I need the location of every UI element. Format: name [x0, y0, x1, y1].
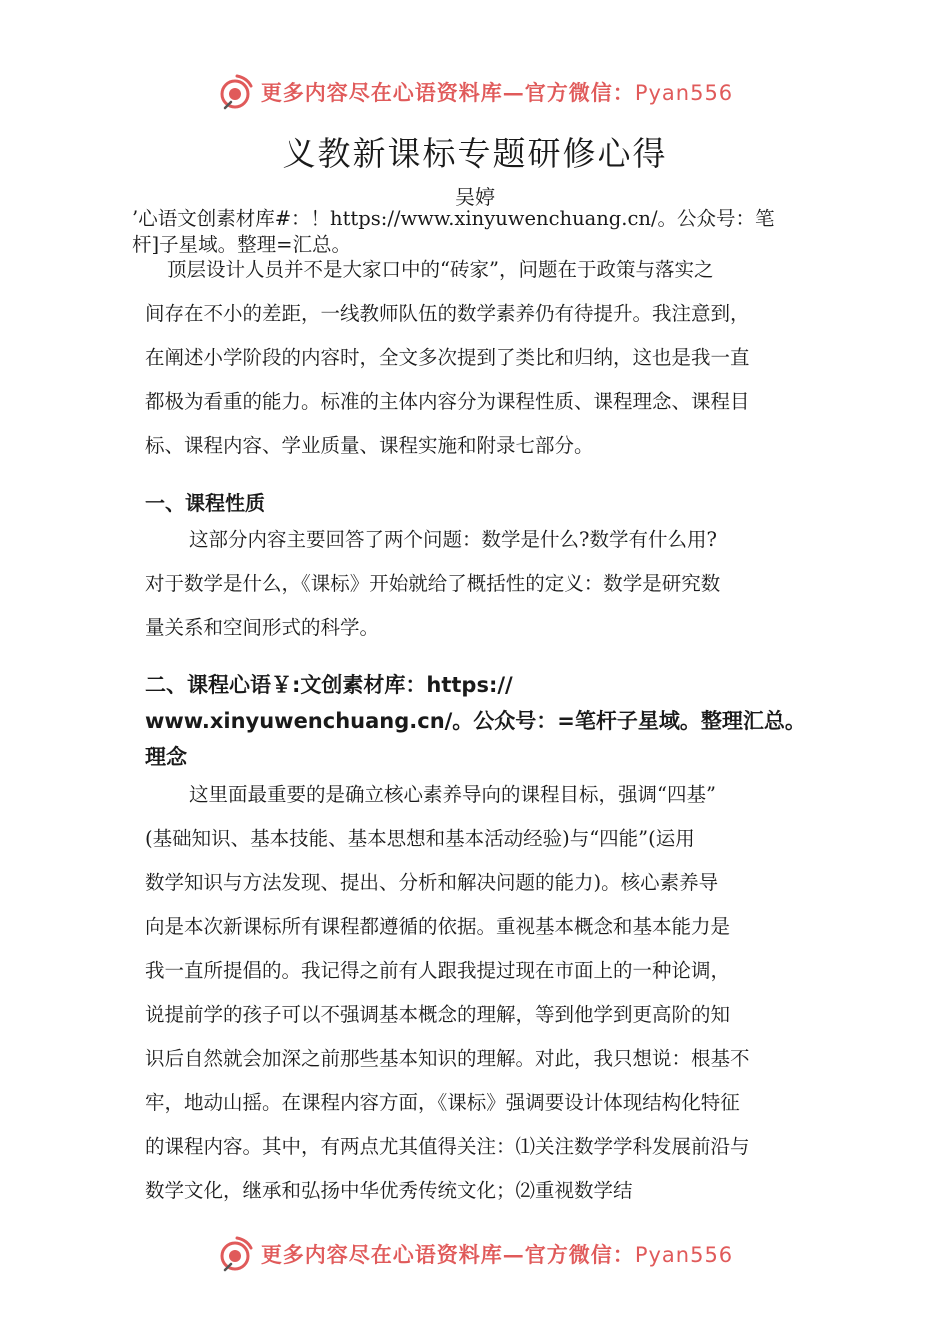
text-line: 间存在不小的差距，一线教师队伍的数学素养仍有待提升。我注意到，: [145, 302, 750, 325]
text-line: 的课程内容。其中，有两点尤其值得关注：⑴关注数学学科发展前沿与: [145, 1135, 750, 1158]
heading-line: 理念: [145, 745, 187, 769]
text-line: 在阐述小学阶段的内容时，全文多次提到了类比和归纳，这也是我一直: [145, 346, 750, 369]
text-line: 这部分内容主要回答了两个问题：数学是什么?数学有什么用?: [189, 528, 717, 551]
banner-text: [261, 77, 733, 107]
section-2-paragraph: [145, 773, 825, 1213]
banner-slogan: 更多内容尽在心语资料库—官方微信：: [260, 80, 635, 105]
text-line: 向是本次新课标所有课程都遵循的依据。重视基本概念和基本能力是: [145, 915, 731, 938]
source-line: 杆]子星域。整理=汇总。: [132, 233, 351, 256]
brand-logo-icon: [217, 1234, 257, 1274]
text-line: 都极为看重的能力。标准的主体内容分为课程性质、课程理念、课程目: [145, 390, 750, 413]
text-line: 顶层设计人员并不是大家口中的“砖家”，问题在于政策与落实之: [167, 258, 714, 281]
heading-line: 二、课程心语￥:文创素材库：https://: [145, 673, 513, 697]
text-line: 数学知识与方法发现、提出、分析和解决问题的能力)。核心素养导: [145, 871, 719, 894]
section-1-paragraph: [145, 518, 825, 650]
text-line: 牢，地动山摇。在课程内容方面，《课标》强调要设计体现结构化特征: [145, 1091, 740, 1114]
heading-line: www.xinyuwenchuang.cn/。公众号：=笔杆子星域。整理汇总。: [145, 709, 806, 733]
banner-wechat-id: Pyan556: [634, 81, 734, 105]
banner-slogan: 更多内容尽在心语资料库—官方微信：: [260, 1242, 635, 1267]
text-line: (基础知识、基本技能、基本思想和基本活动经验)与“四能”(运用: [145, 827, 695, 850]
header-banner: [0, 72, 950, 112]
section-heading-2: [145, 667, 845, 775]
text-line: 识后自然就会加深之前那些基本知识的理解。对此，我只想说：根基不: [145, 1047, 750, 1070]
text-line: 这里面最重要的是确立核心素养导向的课程目标，强调“四基”: [189, 783, 716, 806]
banner-text: [261, 1239, 733, 1269]
footer-banner: [0, 1234, 950, 1274]
text-line: 对于数学是什么，《课标》开始就给了概括性的定义：数学是研究数: [145, 572, 721, 595]
text-line: 说提前学的孩子可以不强调基本概念的理解，等到他学到更高阶的知: [145, 1003, 731, 1026]
section-heading-1: 一、课程性质: [145, 491, 265, 515]
text-line: 我一直所提倡的。我记得之前有人跟我提过现在市面上的一种论调，: [145, 959, 731, 982]
source-line: ’心语文创素材库#：！https://www.xinyuwenchuang.cn/。公众号：笔: [132, 207, 775, 230]
document-author: 吴婷: [455, 185, 495, 209]
banner-wechat-id: Pyan556: [634, 1243, 734, 1267]
text-line: 标、课程内容、学业质量、课程实施和附录七部分。: [145, 434, 594, 457]
text-line: 数学文化，继承和弘扬中华优秀传统文化；⑵重视数学结: [145, 1179, 633, 1202]
text-line: 量关系和空间形式的科学。: [145, 616, 380, 639]
brand-logo-icon: [217, 72, 257, 112]
intro-paragraph: [145, 248, 825, 468]
document-title: 义教新课标专题研修心得: [282, 134, 668, 173]
